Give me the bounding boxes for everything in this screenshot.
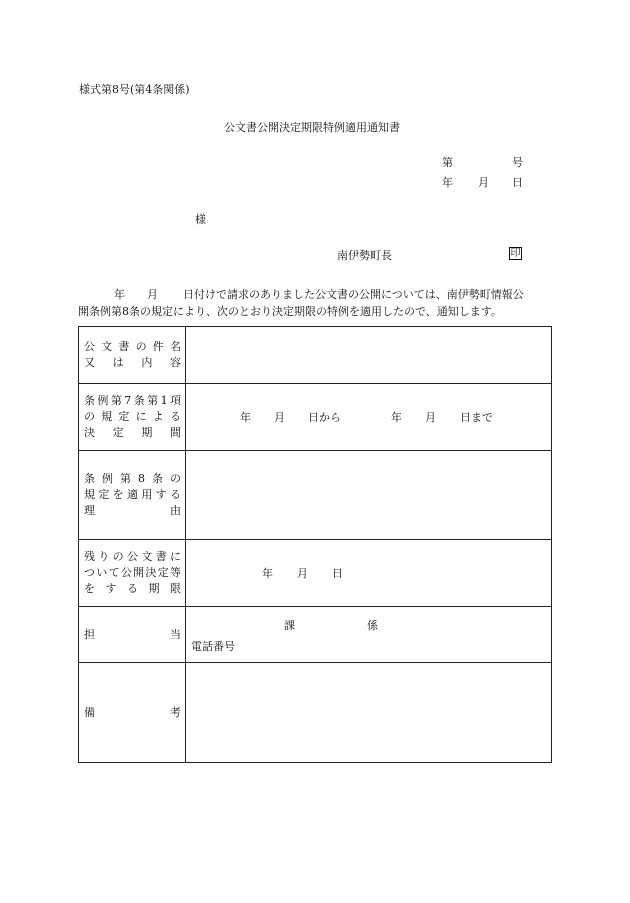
label-line: 又は内容 <box>84 356 181 369</box>
label-line: 備考 <box>84 705 181 719</box>
row-decision-period <box>79 384 552 451</box>
label-line: 条例第7条第1項 <box>84 394 181 407</box>
label-line: ついて公開決定等 <box>84 566 181 579</box>
row-remarks <box>79 663 552 763</box>
document-title: 公文書公開決定期限特例適用通知書 <box>224 121 400 134</box>
label-decision-period <box>79 384 186 451</box>
label-reason <box>79 451 186 540</box>
body-line1: 日付けで請求のありました公文書の公開については、南伊勢町情報公 <box>183 288 524 301</box>
label-line: 公文書の件名 <box>84 340 181 353</box>
label-contact <box>79 607 186 663</box>
from-month: 月 <box>274 411 285 424</box>
label-line: 規定を適用する <box>84 488 181 501</box>
deadline-year: 年 <box>262 567 273 580</box>
label-line: 担当 <box>84 627 181 641</box>
body-line2: 開条例第8条の規定により、次のとおり決定期限の特例を適用したので、通知します。 <box>78 305 502 318</box>
to-year: 年 <box>391 411 402 424</box>
label-line: 理由 <box>84 504 181 517</box>
value-contact[interactable] <box>186 607 552 663</box>
label-deadline <box>79 540 186 607</box>
date-day: 日 <box>512 176 523 189</box>
label-line: をする期限 <box>84 582 181 595</box>
body-year: 年 <box>114 288 125 301</box>
form-table <box>78 326 552 763</box>
from-year: 年 <box>240 411 251 424</box>
doc-number-go: 号 <box>512 156 523 169</box>
to-month: 月 <box>425 411 436 424</box>
contact-kakari: 係 <box>367 619 378 632</box>
value-decision-period[interactable] <box>186 384 552 451</box>
deadline-day: 日 <box>332 567 343 580</box>
contact-phone: 電話番号 <box>191 640 235 653</box>
date-month: 月 <box>478 176 489 189</box>
value-document-title[interactable] <box>186 327 552 384</box>
label-line: 決定期間 <box>84 426 181 439</box>
label-line: 残りの公文書に <box>84 550 181 563</box>
to-day: 日まで <box>460 411 493 424</box>
label-line: 条例第8条の <box>84 472 181 485</box>
deadline-month: 月 <box>297 567 308 580</box>
label-remarks <box>79 663 186 763</box>
row-reason <box>79 451 552 540</box>
issuer-name: 南伊勢町長 <box>337 249 392 262</box>
contact-ka: 課 <box>284 619 295 632</box>
row-deadline <box>79 540 552 607</box>
doc-number-dai: 第 <box>442 156 453 169</box>
date-year: 年 <box>442 176 453 189</box>
body-month: 月 <box>147 288 158 301</box>
seal-mark: 印 <box>510 248 521 259</box>
value-deadline[interactable] <box>186 540 552 607</box>
row-contact <box>79 607 552 663</box>
label-document-title <box>79 327 186 384</box>
form-number: 様式第8号(第4条関係) <box>79 83 190 96</box>
value-remarks[interactable] <box>186 663 552 763</box>
value-reason[interactable] <box>186 451 552 540</box>
row-document-title <box>79 327 552 384</box>
addressee-honorific: 様 <box>195 213 206 226</box>
from-day: 日から <box>308 411 341 424</box>
label-line: の規定による <box>84 410 181 423</box>
